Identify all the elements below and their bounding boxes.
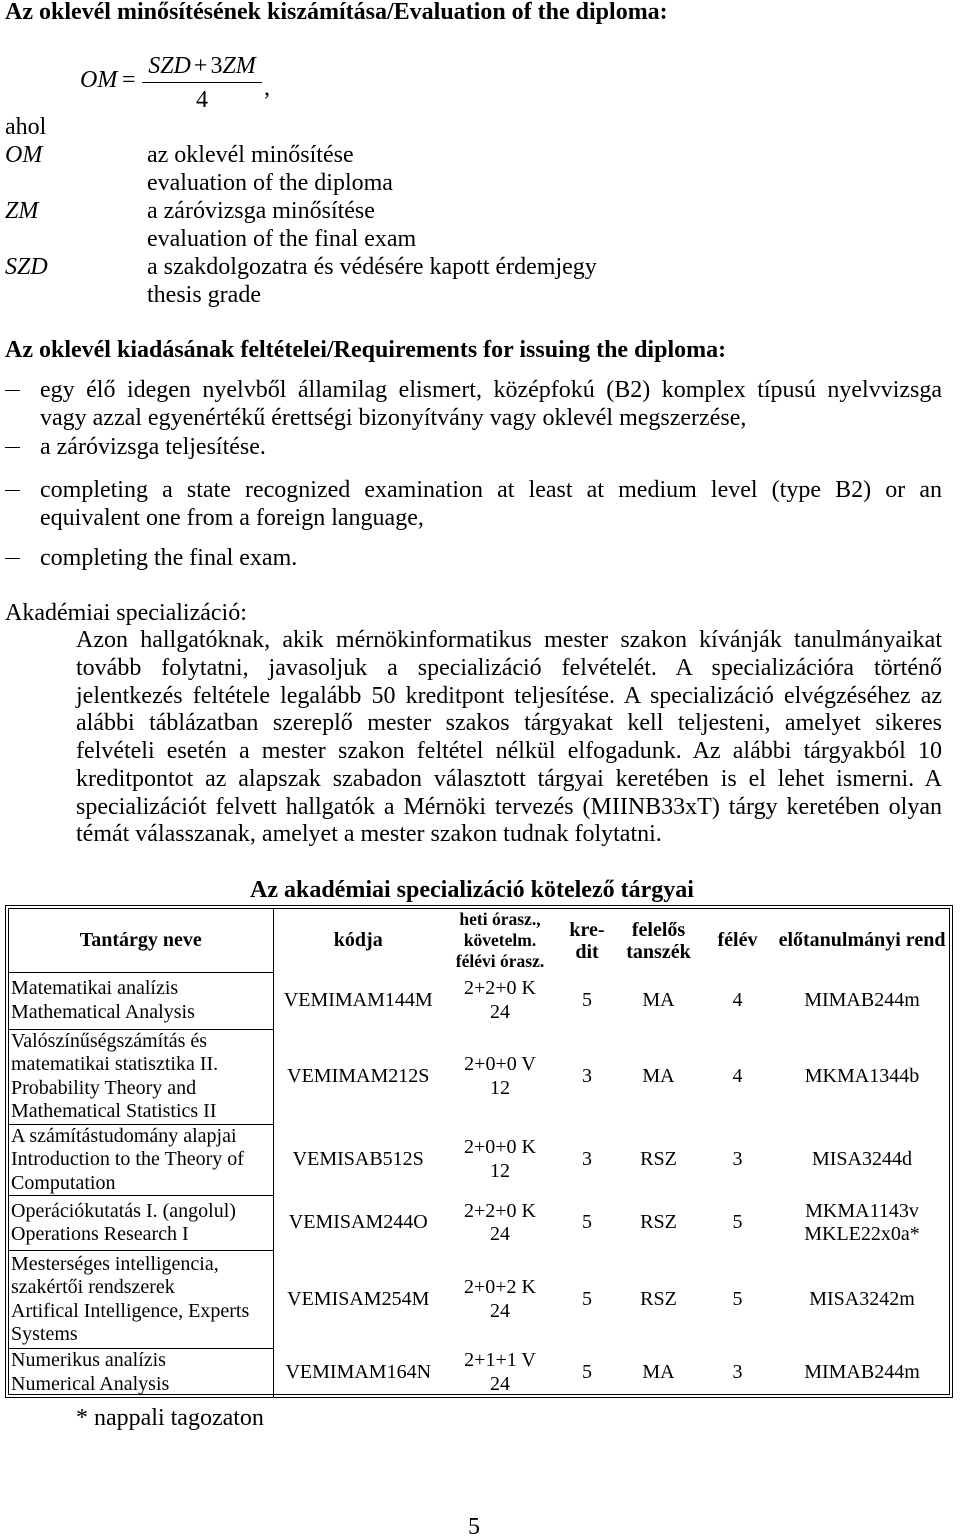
course-name-line: Numerikus analízis bbox=[11, 1349, 166, 1372]
course-name-line: Matematikai analízis bbox=[11, 977, 179, 999]
prerequisite-code: MIMAB244m bbox=[804, 1360, 920, 1383]
table-row bbox=[9, 1124, 949, 1196]
prerequisite-code: MISA3242m bbox=[809, 1287, 915, 1310]
course-name-line: Computation bbox=[11, 1171, 116, 1194]
section-title-evaluation: Az oklevél minősítésének kiszámítása/Evaluation of the diploma: bbox=[5, 0, 668, 25]
bullet-dash bbox=[5, 390, 20, 391]
header-hours bbox=[443, 909, 557, 972]
requirement-line: equivalent one from a foreign language, bbox=[40, 505, 424, 531]
formula-equals: = bbox=[122, 67, 136, 93]
course-code-cell: VEMISAM244O bbox=[288, 1211, 428, 1234]
requirement-line: a záróvizsga teljesítése. bbox=[40, 434, 266, 460]
definition-text-hu: a szakdolgozatra és védésére kapott érdemjegy bbox=[147, 254, 597, 280]
hours-cell bbox=[443, 972, 557, 1029]
course-name-line: Artifical Intelligence, Experts bbox=[11, 1299, 250, 1322]
course-name-cell bbox=[9, 1029, 273, 1124]
formula-numerator bbox=[142, 52, 262, 80]
credit-cell: 5 bbox=[582, 1287, 592, 1310]
requirement-line: vagy azzal egyenértékű érettségi bizonyítvány vagy oklevél megszerzése, bbox=[40, 405, 747, 431]
weekly-hours: 2+0+0 V bbox=[464, 1053, 536, 1075]
table-header-row bbox=[9, 909, 949, 972]
weekly-hours: 2+0+0 K bbox=[463, 1136, 536, 1159]
header-department bbox=[617, 909, 700, 972]
section-title-requirements: Az oklevél kiadásának feltételei/Requirements for issuing the diploma: bbox=[5, 337, 727, 363]
course-name-line: A számítástudomány alapjai bbox=[11, 1124, 237, 1147]
hours-cell bbox=[443, 1349, 557, 1397]
header-code: kódja bbox=[333, 928, 383, 951]
table-row bbox=[9, 972, 949, 1029]
credit-cell: 5 bbox=[582, 1360, 592, 1383]
prerequisite-cell bbox=[775, 1124, 949, 1196]
department-cell: MA bbox=[642, 988, 675, 1011]
formula-term-szd: SZD bbox=[148, 53, 191, 79]
course-name-cell bbox=[9, 1124, 273, 1196]
weekly-hours: 2+1+1 V bbox=[464, 1349, 536, 1371]
paragraph-line: jelentkezés feltétele legalább 50 kreditpont teljesítése. A specializáció elvégzéséhez az bbox=[76, 682, 942, 709]
semester-hours: 24 bbox=[490, 1372, 510, 1395]
hours-cell bbox=[443, 1124, 557, 1196]
where-label: ahol bbox=[5, 114, 47, 140]
bullet-dash bbox=[5, 490, 20, 491]
credit-cell: 3 bbox=[582, 1148, 592, 1170]
prerequisite-cell bbox=[775, 972, 949, 1029]
requirement-item bbox=[40, 476, 942, 532]
header-department-line: tanszék bbox=[626, 940, 691, 963]
course-name-cell bbox=[9, 1196, 273, 1251]
definition-text-hu: a záróvizsga minősítése bbox=[147, 198, 375, 224]
courses-table-frame bbox=[5, 905, 953, 1398]
requirement-item bbox=[40, 376, 942, 432]
course-name-line: Probability Theory and bbox=[11, 1076, 197, 1099]
definition-text-en: evaluation of the final exam bbox=[147, 226, 417, 252]
prerequisite-cell bbox=[775, 1349, 949, 1397]
header-course-name: Tantárgy neve bbox=[9, 909, 273, 972]
definition-symbol: OM bbox=[5, 142, 43, 168]
course-code-cell: VEMIMAM212S bbox=[287, 1064, 430, 1087]
table-title: Az akadémiai specializáció kötelező tárgyai bbox=[250, 877, 694, 903]
formula-denominator: 4 bbox=[196, 87, 208, 113]
weekly-hours: 2+2+0 K bbox=[463, 977, 536, 999]
course-code-cell: VEMIMAM144M bbox=[283, 988, 433, 1011]
requirement-line: completing the final exam. bbox=[40, 545, 298, 571]
prerequisite-code: MIMAB244m bbox=[804, 988, 920, 1011]
prerequisite-code: MISA3244d bbox=[811, 1148, 912, 1170]
header-prerequisites: előtanulmányi rend bbox=[778, 928, 946, 951]
course-name-line: szakértői rendszerek bbox=[11, 1276, 175, 1298]
prerequisite-cell bbox=[775, 1196, 949, 1251]
prerequisite-cell bbox=[775, 1251, 949, 1349]
prerequisite-cell bbox=[775, 1029, 949, 1124]
course-code-cell: VEMISAB512S bbox=[292, 1148, 424, 1170]
course-name-line: Systems bbox=[11, 1323, 78, 1345]
table-row bbox=[9, 1029, 949, 1124]
course-name-line: Mathematical Analysis bbox=[11, 1000, 195, 1023]
requirement-line: egy élő idegen nyelvből államilag elismert, középfokú (B2) komplex típusú nyelvvizsga bbox=[40, 377, 942, 403]
course-name-line: Mathematical Statistics II bbox=[11, 1100, 217, 1122]
formula-lhs: OM bbox=[80, 67, 118, 93]
header-semester: félév bbox=[717, 928, 758, 951]
table-footnote: * nappali tagozaton bbox=[76, 1405, 264, 1431]
semester-cell: 5 bbox=[732, 1287, 743, 1310]
paragraph-line: alábbi táblázatban szereplő mester szakos tárgyakat kell teljesteni, amelyet sikeres bbox=[76, 710, 942, 737]
credit-cell: 5 bbox=[582, 1211, 592, 1234]
course-name-line: Operációkutatás I. (angolul) bbox=[11, 1199, 236, 1222]
courses-table bbox=[9, 909, 950, 1397]
department-cell: RSZ bbox=[640, 1211, 677, 1234]
semester-cell: 3 bbox=[732, 1148, 743, 1170]
header-credit-line: kre- bbox=[569, 918, 605, 941]
formula-fraction-bar bbox=[142, 82, 262, 83]
hours-cell bbox=[443, 1251, 557, 1349]
hours-cell bbox=[443, 1196, 557, 1251]
paragraph-line: témát válasszanak, amelyet a mester szakon tudnak folytatni. bbox=[76, 821, 662, 848]
specialization-paragraph bbox=[76, 627, 942, 849]
definition-symbol: SZD bbox=[5, 254, 48, 280]
weekly-hours: 2+2+0 K bbox=[463, 1199, 536, 1222]
formula-plus: + bbox=[193, 53, 208, 79]
hours-cell bbox=[443, 1029, 557, 1124]
course-name-line: Operations Research I bbox=[11, 1223, 189, 1245]
paragraph-line: Azon hallgatóknak, akik mérnökinformatikus mester szakon kívánják tanulmányaikat bbox=[76, 627, 942, 653]
course-name-cell bbox=[9, 1349, 273, 1397]
requirement-item bbox=[40, 433, 942, 461]
weekly-hours: 2+0+2 K bbox=[463, 1276, 536, 1298]
course-name-line: matematikai statisztika II. bbox=[11, 1053, 219, 1075]
prerequisite-code: MKMA1143v bbox=[805, 1199, 919, 1222]
page-number: 5 bbox=[468, 1514, 480, 1538]
semester-cell: 3 bbox=[732, 1360, 743, 1383]
definition-symbol: ZM bbox=[5, 198, 39, 224]
table-row bbox=[9, 1251, 949, 1349]
credit-cell: 3 bbox=[582, 1064, 592, 1087]
formula-comma: , bbox=[264, 75, 270, 101]
course-code-cell: VEMISAM254M bbox=[287, 1287, 430, 1310]
requirement-line: completing a state recognized examination at least at medium level (type B2) or an bbox=[40, 477, 942, 503]
bullet-dash bbox=[5, 447, 20, 448]
header-hours-line: követelm. bbox=[463, 930, 537, 950]
course-name-line: Valószínűségszámítás és bbox=[11, 1029, 208, 1052]
header-hours-line: heti órasz., bbox=[459, 909, 541, 929]
bullet-dash bbox=[5, 558, 20, 559]
semester-cell: 4 bbox=[732, 988, 743, 1011]
semester-hours: 24 bbox=[490, 1000, 510, 1023]
header-credit-line: dit bbox=[575, 940, 599, 963]
table-row bbox=[9, 1196, 949, 1251]
semester-cell: 4 bbox=[732, 1064, 743, 1087]
course-name-line: Numerical Analysis bbox=[11, 1372, 170, 1395]
department-cell: RSZ bbox=[640, 1287, 677, 1310]
semester-cell: 5 bbox=[732, 1211, 743, 1234]
section-title-specialization: Akadémiai specializáció: bbox=[5, 600, 247, 626]
definition-text-en: evaluation of the diploma bbox=[147, 170, 393, 196]
semester-hours: 12 bbox=[490, 1076, 510, 1099]
course-name-line: Introduction to the Theory of bbox=[11, 1148, 244, 1170]
paragraph-line: specializációt felvett hallgatók a Mérnöki tervezés (MIINB33xT) tárgy keretében olyan bbox=[76, 793, 942, 820]
department-cell: RSZ bbox=[640, 1148, 677, 1170]
formula-coefficient: 3 bbox=[210, 53, 223, 79]
credit-cell: 5 bbox=[582, 988, 592, 1011]
semester-hours: 24 bbox=[490, 1223, 510, 1245]
department-cell: MA bbox=[642, 1360, 675, 1383]
header-credit bbox=[557, 909, 617, 972]
course-name-line: Mesterséges intelligencia, bbox=[11, 1252, 219, 1275]
table-row bbox=[9, 1349, 949, 1397]
department-cell: MA bbox=[642, 1064, 675, 1087]
paragraph-line: tovább folytatni, javasoljuk a specializáció felvételét. A specializációra történő bbox=[76, 654, 942, 681]
course-name-cell bbox=[9, 972, 273, 1029]
definition-text-hu: az oklevél minősítése bbox=[147, 142, 354, 168]
prerequisite-code: MKMA1344b bbox=[804, 1064, 920, 1087]
header-hours-line: félévi órasz. bbox=[455, 951, 545, 971]
prerequisite-code: MKLE22x0a* bbox=[804, 1223, 920, 1245]
formula-term-zm: ZM bbox=[222, 53, 256, 79]
paragraph-line: felvételi esetén a mester szakon feltétel nélkül elfogadunk. Az alábbi tárgyakból 10 bbox=[76, 738, 942, 764]
requirement-item bbox=[40, 544, 942, 572]
paragraph-line: kreditpontot az alapszak szabadon választott tárgyai keretében is el lehet ismerni. A bbox=[76, 765, 942, 792]
header-department-line: felelős bbox=[631, 918, 686, 941]
course-code-cell: VEMIMAM164N bbox=[285, 1360, 432, 1383]
semester-hours: 12 bbox=[490, 1159, 510, 1182]
definition-text-en: thesis grade bbox=[147, 282, 261, 308]
course-name-cell bbox=[9, 1251, 273, 1349]
semester-hours: 24 bbox=[490, 1299, 510, 1322]
